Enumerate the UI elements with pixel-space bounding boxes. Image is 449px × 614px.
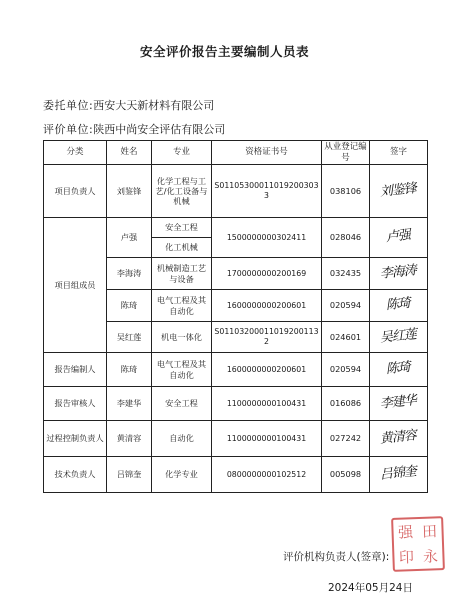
header-category: 分类 [44,141,107,165]
cell-reg: 016086 [322,387,370,421]
table-row [44,387,428,421]
header-name: 姓名 [107,141,152,165]
table-row [44,218,428,238]
stamp-char: 田 [421,522,438,541]
handwritten-signature: 吕锦奎 [379,464,418,484]
cell-reg: 028046 [322,218,370,258]
staff-table [43,140,428,493]
handwritten-signature: 李建华 [379,393,418,413]
cell-signature [370,165,428,218]
cell-name: 陈琦 [107,353,152,387]
cell-cert: S011032000110192001132 [212,322,322,353]
cell-reg: 020594 [322,290,370,322]
cell-category: 报告编制人 [44,353,107,387]
sign-date: 2024年05月24日 [328,582,413,594]
table-row [44,457,428,493]
handwritten-signature: 陈琦 [385,360,412,378]
cell-category: 项目负责人 [44,165,107,218]
cell-category: 技术负责人 [44,457,107,493]
cell-major: 化学专业 [152,457,212,493]
table-row [44,165,428,218]
cell-major: 机电一体化 [152,322,212,353]
cell-category: 过程控制负责人 [44,421,107,457]
cell-cert: 1600000000200601 [212,353,322,387]
handwritten-signature: 卢强 [385,228,412,246]
cell-cert: 0800000000102512 [212,457,322,493]
cell-cert: 1100000000100431 [212,387,322,421]
cell-category: 报告审核人 [44,387,107,421]
handwritten-signature: 黄清容 [379,428,418,448]
cell-signature [370,387,428,421]
cell-signature [370,457,428,493]
cell-reg: 005098 [322,457,370,493]
cell-signature [370,322,428,353]
cell-major: 电气工程及其自动化 [152,290,212,322]
header-major: 专业 [152,141,212,165]
cell-major: 化工机械 [152,238,212,258]
cell-major: 自动化 [152,421,212,457]
cell-cert: 1700000000200169 [212,258,322,290]
cell-signature [370,290,428,322]
table-row [44,353,428,387]
client-label: 委托单位: [43,99,94,112]
cell-cert: 1500000000302411 [212,218,322,258]
evaluator-label: 评价单位: [43,123,94,136]
cell-reg: 038106 [322,165,370,218]
header-signature: 签字 [370,141,428,165]
table-row [44,421,428,457]
client-line [43,97,214,113]
page-title: 安全评价报告主要编制人员表 [139,44,309,59]
red-seal-stamp [391,516,445,572]
cell-cert: 1100000000100431 [212,421,322,457]
cell-name: 刘鉴锋 [107,165,152,218]
handwritten-signature: 陈琦 [385,296,412,314]
evaluator-line [43,121,225,137]
cell-reg: 027242 [322,421,370,457]
cell-major: 安全工程 [152,218,212,238]
cell-name: 李海涛 [107,258,152,290]
cell-name: 黄清容 [107,421,152,457]
evaluator-value: 陕西中尚安全评估有限公司 [93,123,226,136]
cell-name: 李建华 [107,387,152,421]
cell-major: 安全工程 [152,387,212,421]
director-sign-label: 评价机构负责人(签章): [283,551,390,563]
client-value: 西安大天新材料有限公司 [93,99,215,112]
cell-major: 化学工程与工艺/化工设备与机械 [152,165,212,218]
cell-major: 电气工程及其自动化 [152,353,212,387]
cell-name: 吕锦奎 [107,457,152,493]
cell-reg: 032435 [322,258,370,290]
cell-reg: 020594 [322,353,370,387]
cell-signature [370,421,428,457]
cell-reg: 024601 [322,322,370,353]
cell-name: 陈琦 [107,290,152,322]
cell-category: 项目组成员 [44,218,107,353]
cell-name: 吴红莲 [107,322,152,353]
header-reg: 从业登记编号 [322,141,370,165]
cell-signature [370,258,428,290]
cell-signature [370,218,428,258]
stamp-char: 印 [398,548,415,567]
handwritten-signature: 李海涛 [379,263,418,283]
cell-major: 机械制造工艺与设备 [152,258,212,290]
cell-name: 卢强 [107,218,152,258]
cell-cert: 1600000000200601 [212,290,322,322]
stamp-char: 强 [397,523,414,542]
table-header-row [44,141,428,165]
header-cert: 资格证书号 [212,141,322,165]
cell-cert: S011053000110192003033 [212,165,322,218]
cell-signature [370,353,428,387]
handwritten-signature: 刘鉴锋 [379,181,418,200]
handwritten-signature: 吴红莲 [379,327,418,346]
stamp-char: 永 [422,547,439,566]
